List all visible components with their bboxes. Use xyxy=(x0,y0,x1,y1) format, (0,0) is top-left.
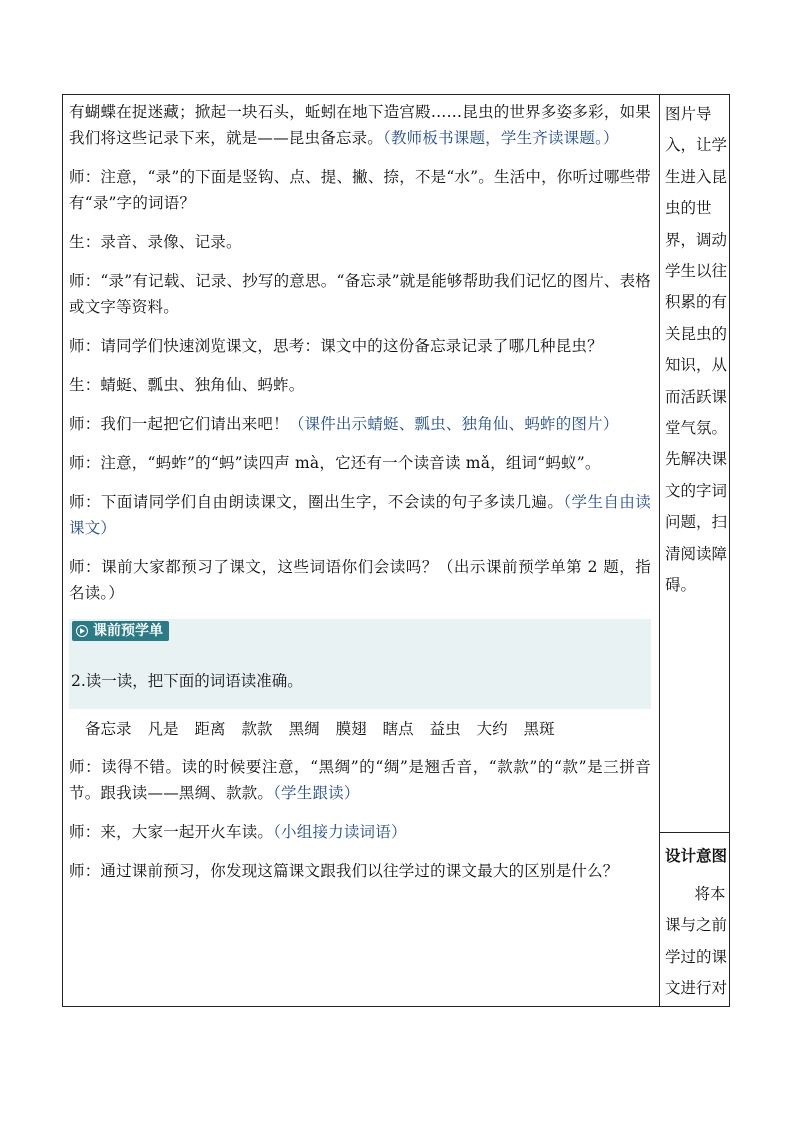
paragraph: 师：我们一起把它们请出来吧！（课件出示蜻蜓、瓢虫、独角仙、蚂蚱的图片） xyxy=(69,415,619,433)
preview-sheet-tag xyxy=(72,621,169,641)
design-intent-section xyxy=(665,833,727,1005)
vocab-word: 膜翅 xyxy=(335,720,367,738)
preview-sheet-box xyxy=(69,619,651,709)
paragraph: 有蝴蝶在捉迷藏；掀起一块石头，蚯蚓在地下造宫殿……昆虫的世界多姿多彩，如果我们将这些记录下来，就是——昆虫备忘录。（教师板书课题，学生齐读课题。） xyxy=(69,103,651,147)
vocab-word: 款款 xyxy=(241,720,273,738)
paragraph: 师：下面请同学们自由朗读课文，圈出生字，不会读的句子多读几遍。（学生自由读课文） xyxy=(69,493,652,537)
paragraph: 师：通过课前预习，你发现这篇课文跟我们以往学过的课文最大的区别是什么？ xyxy=(69,862,619,880)
preview-sheet-label: 课前预学单 xyxy=(93,623,163,639)
paragraph: 生：录音、录像、记录。 xyxy=(69,233,242,251)
paragraph: 生：蜻蜓、瓢虫、独角仙、蚂蚱。 xyxy=(69,376,305,394)
vocab-word: 凡是 xyxy=(147,720,179,738)
paragraph: 师：读得不错。读的时候要注意，“黑绸”的“绸”是翘舌音，“款款”的“款”是三拼音节。跟我读——黑绸、款款。（学生跟读） xyxy=(69,758,651,802)
paragraph: 师：来，大家一起开火车读。（小组接力读词语） xyxy=(69,823,407,841)
design-intent-text: 将本课与之前学过的课文进行对 xyxy=(665,885,728,998)
vocab-word: 大约 xyxy=(476,720,508,738)
vocabulary-list xyxy=(85,717,651,741)
vocab-word: 瞎点 xyxy=(382,720,414,738)
vocab-word: 黑绸 xyxy=(288,720,320,738)
lesson-content xyxy=(69,99,651,897)
design-intent-heading: 设计意图 xyxy=(665,846,728,865)
vocab-word: 黑斑 xyxy=(523,720,555,738)
column-divider xyxy=(659,95,660,1006)
paragraph: 师：课前大家都预习了课文，这些词语你们会读吗？（出示课前预学单第 2 题，指名读。） xyxy=(69,558,651,602)
design-intent-note: 图片导入，让学生进入昆虫的世界，调动学生以往积累的有关昆虫的知识，从而活跃课堂气氛。先解决课文的字词问题，扫清阅读障碍。 xyxy=(665,105,728,595)
vocab-word: 备忘录 xyxy=(85,720,132,738)
paragraph: 师：请同学们快速浏览课文，思考：课文中的这份备忘录记录了哪几种昆虫？ xyxy=(69,337,603,355)
vocab-word: 益虫 xyxy=(429,720,461,738)
lesson-table xyxy=(62,94,730,1007)
vocab-word: 距离 xyxy=(194,720,226,738)
paragraph: 师：“录”有记载、记录、抄写的意思。“备忘录”就是能够帮助我们记忆的图片、表格或文字等资料。 xyxy=(69,272,651,316)
paragraph: 师：注意，“录”的下面是竖钩、点、提、撇、捺，不是“水”。生活中，你听过哪些带有“录”字的词语？ xyxy=(69,168,651,212)
preview-question: 2.读一读，把下面的词语读准确。 xyxy=(71,672,303,690)
paragraph: 师：注意，“蚂蚱”的“蚂”读四声 mà，它还有一个读音读 mǎ，组词“蚂蚁”。 xyxy=(69,454,601,472)
play-circle-icon xyxy=(76,625,88,637)
